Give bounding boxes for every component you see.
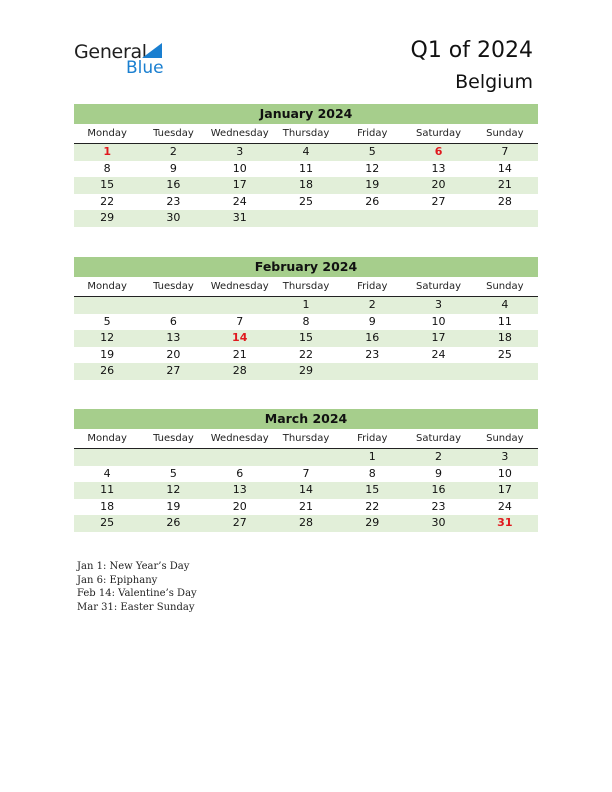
day-cell: 12 <box>166 483 181 496</box>
holiday-day-cell: 14 <box>232 331 248 344</box>
day-cell: 27 <box>232 516 247 529</box>
day-cell <box>405 363 471 380</box>
weekday-label: Thursday <box>282 128 330 139</box>
weekday-header-row <box>74 429 538 449</box>
day-cell: 17 <box>497 483 512 496</box>
week-row <box>74 347 538 364</box>
weekday-header-row <box>74 124 538 144</box>
day-cell: 30 <box>166 211 181 224</box>
month-march <box>74 409 538 532</box>
day-cell: 3 <box>435 298 443 311</box>
weekday-label: Sunday <box>486 281 524 292</box>
day-cell: 12 <box>365 161 380 175</box>
day-cell: 16 <box>365 331 380 344</box>
day-cell: 7 <box>501 145 509 158</box>
month-february <box>74 257 538 380</box>
day-cell: 12 <box>100 331 115 344</box>
weekday-label: Friday <box>357 433 388 444</box>
week-row <box>74 314 538 331</box>
day-cell: 7 <box>236 314 244 328</box>
day-cell: 28 <box>232 364 247 377</box>
weekday-label: Saturday <box>416 128 462 139</box>
day-cell: 5 <box>368 145 376 158</box>
week-row <box>74 330 538 347</box>
day-cell: 21 <box>232 347 247 361</box>
day-cell: 2 <box>169 145 177 158</box>
day-cell <box>140 297 206 314</box>
day-cell: 14 <box>497 161 512 175</box>
holiday-day-cell: 1 <box>103 145 111 158</box>
month-title: January 2024 <box>74 104 538 124</box>
day-cell: 18 <box>298 178 313 191</box>
day-cell: 2 <box>368 298 376 311</box>
weekday-label: Friday <box>357 128 388 139</box>
weekday-label: Monday <box>87 281 127 292</box>
day-cell: 16 <box>431 483 446 496</box>
weekday-label: Wednesday <box>210 433 269 444</box>
weekday-label: Sunday <box>486 433 524 444</box>
logo-blue-text: Blue <box>126 58 164 78</box>
day-cell: 20 <box>232 499 247 513</box>
holiday-note: Feb 14: Valentine’s Day <box>77 588 197 599</box>
day-cell: 24 <box>497 499 512 513</box>
holiday-note: Jan 1: New Year’s Day <box>77 561 190 572</box>
day-cell: 11 <box>100 483 115 496</box>
day-cell <box>273 449 339 466</box>
week-row <box>74 161 538 178</box>
day-cell: 29 <box>100 211 115 224</box>
week-row <box>74 482 538 499</box>
day-cell: 27 <box>431 194 446 208</box>
week-row <box>74 177 538 194</box>
day-cell: 23 <box>365 347 380 361</box>
week-row <box>74 144 538 161</box>
day-cell: 26 <box>166 516 181 529</box>
weekday-label: Monday <box>87 433 127 444</box>
week-row <box>74 466 538 483</box>
day-cell: 9 <box>169 161 177 175</box>
month-january <box>74 104 538 227</box>
day-cell: 21 <box>497 178 512 191</box>
month-title: March 2024 <box>74 409 538 429</box>
day-cell: 18 <box>497 331 512 344</box>
day-cell: 14 <box>298 483 313 496</box>
weekday-label: Wednesday <box>210 128 269 139</box>
day-cell <box>140 449 206 466</box>
day-cell: 18 <box>100 499 115 513</box>
day-cell <box>339 210 405 227</box>
day-cell: 5 <box>103 314 111 328</box>
weekday-label: Monday <box>87 128 127 139</box>
weekday-label: Tuesday <box>153 433 194 444</box>
day-cell: 27 <box>166 364 181 377</box>
day-cell: 10 <box>431 314 446 328</box>
day-cell: 22 <box>365 499 380 513</box>
day-cell <box>339 363 405 380</box>
day-cell: 3 <box>501 450 509 463</box>
day-cell <box>472 210 538 227</box>
day-cell: 24 <box>431 347 446 361</box>
weekday-label: Sunday <box>486 128 524 139</box>
day-cell: 7 <box>302 466 310 480</box>
holiday-note: Mar 31: Easter Sunday <box>77 601 195 613</box>
month-title: February 2024 <box>74 257 538 277</box>
day-cell: 5 <box>169 466 177 480</box>
week-row <box>74 515 538 532</box>
day-cell: 6 <box>236 466 244 480</box>
weekday-label: Thursday <box>282 281 330 292</box>
weekday-label: Thursday <box>282 433 330 444</box>
day-cell: 23 <box>431 499 446 513</box>
day-cell <box>207 297 273 314</box>
day-cell: 21 <box>298 499 313 513</box>
day-cell: 15 <box>365 483 380 496</box>
day-cell: 4 <box>103 466 111 480</box>
weekday-label: Friday <box>357 281 388 292</box>
country-name: Belgium <box>455 71 533 93</box>
day-cell <box>472 363 538 380</box>
week-row <box>74 363 538 380</box>
day-cell: 20 <box>166 347 181 361</box>
week-row <box>74 194 538 211</box>
week-row <box>74 449 538 466</box>
day-cell: 25 <box>100 516 115 529</box>
day-cell: 16 <box>166 178 181 191</box>
day-cell: 15 <box>100 178 115 191</box>
day-cell: 23 <box>166 194 181 208</box>
day-cell: 13 <box>431 161 446 175</box>
day-cell: 26 <box>365 194 380 208</box>
logo-general-text: General <box>74 41 147 63</box>
day-cell: 30 <box>431 516 446 529</box>
day-cell: 25 <box>497 347 512 361</box>
day-cell: 9 <box>435 466 443 480</box>
day-cell: 4 <box>302 145 310 158</box>
day-cell: 29 <box>365 516 380 529</box>
day-cell: 31 <box>232 211 247 224</box>
logo <box>74 41 174 77</box>
day-cell <box>74 297 140 314</box>
day-cell: 1 <box>368 450 376 463</box>
holiday-note: Jan 6: Epiphany <box>77 574 158 586</box>
day-cell: 10 <box>497 466 512 480</box>
day-cell: 13 <box>166 331 181 344</box>
week-row <box>74 499 538 516</box>
weekday-header-row <box>74 277 538 297</box>
day-cell: 20 <box>431 178 446 191</box>
weekday-label: Saturday <box>416 281 462 292</box>
week-row <box>74 210 538 227</box>
day-cell: 24 <box>232 194 247 208</box>
day-cell: 3 <box>236 145 244 158</box>
holiday-notes <box>77 560 197 614</box>
day-cell: 17 <box>431 331 446 344</box>
day-cell: 6 <box>169 314 177 328</box>
page-title: Q1 of 2024 <box>410 38 533 63</box>
day-cell: 2 <box>435 450 443 463</box>
day-cell: 22 <box>298 347 313 361</box>
day-cell: 8 <box>302 314 310 328</box>
day-cell: 4 <box>501 298 509 311</box>
holiday-day-cell: 31 <box>497 516 513 529</box>
week-row <box>74 297 538 314</box>
holiday-day-cell: 6 <box>434 145 443 158</box>
day-cell: 28 <box>497 194 512 208</box>
day-cell: 10 <box>232 161 247 175</box>
day-cell: 19 <box>365 178 380 191</box>
day-cell <box>273 210 339 227</box>
day-cell: 26 <box>100 364 115 377</box>
day-cell <box>405 210 471 227</box>
day-cell: 28 <box>298 516 313 529</box>
day-cell: 9 <box>368 314 376 328</box>
day-cell: 8 <box>103 161 111 175</box>
day-cell: 1 <box>302 298 310 311</box>
day-cell: 29 <box>298 364 313 377</box>
logo-flag-icon <box>142 43 162 58</box>
day-cell: 22 <box>100 194 115 208</box>
day-cell <box>207 449 273 466</box>
weekday-label: Saturday <box>416 433 462 444</box>
day-cell: 17 <box>232 178 247 191</box>
day-cell: 19 <box>100 347 115 361</box>
weekday-label: Wednesday <box>210 281 269 292</box>
weekday-label: Tuesday <box>153 128 194 139</box>
day-cell: 11 <box>298 161 313 175</box>
day-cell <box>74 449 140 466</box>
day-cell: 13 <box>232 483 247 496</box>
day-cell: 11 <box>497 314 512 328</box>
day-cell: 15 <box>298 331 313 344</box>
day-cell: 19 <box>166 499 181 513</box>
day-cell: 25 <box>298 194 313 208</box>
day-cell: 8 <box>368 466 376 480</box>
weekday-label: Tuesday <box>153 281 194 292</box>
